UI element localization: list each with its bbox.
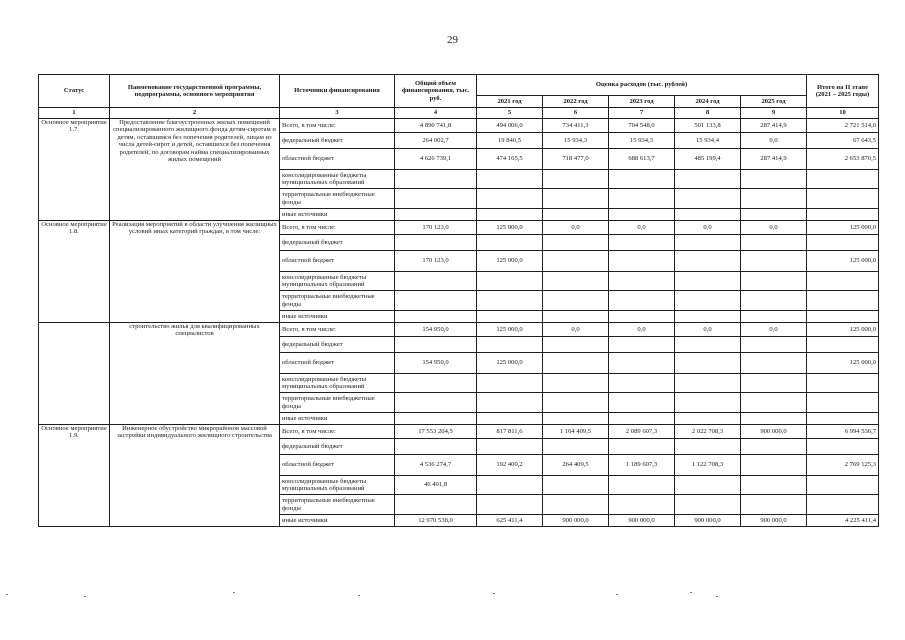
year-value-cell (741, 189, 807, 209)
year-value-cell: 0,0 (741, 133, 807, 149)
column-number: 10 (807, 108, 879, 119)
year-value-cell (543, 251, 609, 272)
itog-value-cell (807, 170, 879, 189)
itog-value-cell (807, 272, 879, 291)
name-cell: Предоставление благоустроенных жилых помещений специализированного жилищного фонда детям-сиротам и детям, оставшимся без попечения родителей, лицам из числа детей-сирот и детей, оставшихся без попечения родителей, по договорам найма специализированных жилых помещений (110, 119, 280, 221)
total-value-cell (395, 209, 477, 221)
total-value-cell: 4 626 739,1 (395, 149, 477, 170)
year-value-cell (543, 476, 609, 495)
year-value-cell (477, 189, 543, 209)
year-value-cell (543, 170, 609, 189)
itog-value-cell (807, 209, 879, 221)
year-value-cell: 1 122 708,3 (675, 455, 741, 476)
total-value-cell: 17 553 204,5 (395, 425, 477, 439)
year-value-cell (609, 413, 675, 425)
year-value-cell (675, 170, 741, 189)
year-value-cell (741, 439, 807, 455)
year-value-cell (477, 311, 543, 323)
year-value-cell: 485 199,4 (675, 149, 741, 170)
year-value-cell (477, 495, 543, 515)
year-value-cell (675, 189, 741, 209)
year-value-cell (609, 393, 675, 413)
year-value-cell (477, 393, 543, 413)
column-number: 4 (395, 108, 477, 119)
year-value-cell (477, 337, 543, 353)
year-value-cell (477, 291, 543, 311)
itog-value-cell (807, 374, 879, 393)
column-number: 3 (280, 108, 395, 119)
year-value-cell (741, 209, 807, 221)
total-value-cell: 264 002,7 (395, 133, 477, 149)
year-value-cell (675, 251, 741, 272)
year-value-cell (675, 209, 741, 221)
total-value-cell: 154 950,0 (395, 323, 477, 337)
year-value-cell (609, 439, 675, 455)
source-cell: областной бюджет (280, 455, 395, 476)
source-cell: территориальные внебюджетные фонды (280, 291, 395, 311)
name-cell: Инженерное обустройство микрорайонов массовой застройки индивидуального жилищного строительства (110, 425, 280, 527)
year-value-cell (741, 413, 807, 425)
itog-value-cell: 6 994 536,7 (807, 425, 879, 439)
year-value-cell (675, 439, 741, 455)
year-value-cell: 900 000,0 (675, 515, 741, 527)
year-value-cell: 0,0 (675, 323, 741, 337)
source-cell: Всего, в том числе: (280, 221, 395, 235)
year-value-cell: 0,0 (543, 323, 609, 337)
itog-value-cell (807, 291, 879, 311)
year-value-cell (543, 495, 609, 515)
year-value-cell (543, 209, 609, 221)
year-value-cell (741, 495, 807, 515)
year-value-cell (609, 374, 675, 393)
year-value-cell (741, 353, 807, 374)
page-number: 29 (447, 34, 458, 46)
year-value-cell (477, 170, 543, 189)
year-value-cell: 1 164 409,5 (543, 425, 609, 439)
header-itog: Итого на II этапе (2021 – 2025 годы) (807, 75, 879, 108)
header-year: 2022 год (543, 96, 609, 108)
name-cell: строительство жилья для квалифицированных специалистов (110, 323, 280, 425)
year-value-cell (609, 170, 675, 189)
header-year: 2023 год (609, 96, 675, 108)
column-number: 5 (477, 108, 543, 119)
itog-value-cell: 67 643,5 (807, 133, 879, 149)
year-value-cell (609, 311, 675, 323)
total-value-cell (395, 170, 477, 189)
column-number: 2 (110, 108, 280, 119)
itog-value-cell: 125 000,0 (807, 353, 879, 374)
year-value-cell (477, 209, 543, 221)
year-value-cell: 900 000,0 (741, 425, 807, 439)
year-value-cell: 125 000,0 (477, 251, 543, 272)
itog-value-cell (807, 495, 879, 515)
itog-value-cell (807, 311, 879, 323)
year-value-cell (609, 251, 675, 272)
total-value-cell (395, 272, 477, 291)
year-value-cell: 718 477,0 (543, 149, 609, 170)
column-number: 9 (741, 108, 807, 119)
total-value-cell: 4 536 274,7 (395, 455, 477, 476)
total-value-cell (395, 291, 477, 311)
source-cell: территориальные внебюджетные фонды (280, 189, 395, 209)
year-value-cell: 0,0 (609, 221, 675, 235)
year-value-cell: 0,0 (543, 221, 609, 235)
year-value-cell (741, 476, 807, 495)
source-cell: федеральный бюджет (280, 133, 395, 149)
year-value-cell (741, 374, 807, 393)
year-value-cell (741, 170, 807, 189)
total-value-cell (395, 393, 477, 413)
year-value-cell: 734 411,3 (543, 119, 609, 133)
year-value-cell (741, 393, 807, 413)
column-number: 6 (543, 108, 609, 119)
year-value-cell: 2 089 607,3 (609, 425, 675, 439)
itog-value-cell (807, 413, 879, 425)
source-cell: иные источники (280, 515, 395, 527)
year-value-cell: 817 811,6 (477, 425, 543, 439)
column-number: 7 (609, 108, 675, 119)
itog-value-cell: 125 000,0 (807, 251, 879, 272)
source-cell: территориальные внебюджетные фонды (280, 495, 395, 515)
header-estimate: Оценка расходов (тыс. рублей) (477, 75, 807, 96)
year-value-cell: 704 548,0 (609, 119, 675, 133)
table-row (39, 425, 879, 439)
total-value-cell: 46 491,8 (395, 476, 477, 495)
table-row (39, 221, 879, 235)
year-value-cell (675, 476, 741, 495)
total-value-cell (395, 374, 477, 393)
year-value-cell: 900 000,0 (741, 515, 807, 527)
year-value-cell: 900 000,0 (543, 515, 609, 527)
table-row (39, 119, 879, 133)
header-sources: Источники финансирования (280, 75, 395, 108)
source-cell: Всего, в том числе: (280, 119, 395, 133)
year-value-cell: 688 613,7 (609, 149, 675, 170)
year-value-cell: 15 934,3 (609, 133, 675, 149)
itog-value-cell (807, 476, 879, 495)
status-cell: Основное мероприятие 1.7. (39, 119, 110, 221)
status-cell (39, 323, 110, 425)
year-value-cell (543, 353, 609, 374)
source-cell: областной бюджет (280, 251, 395, 272)
total-value-cell: 170 123,0 (395, 251, 477, 272)
total-value-cell (395, 189, 477, 209)
total-value-cell: 154 950,0 (395, 353, 477, 374)
budget-table (38, 74, 879, 527)
year-value-cell (477, 235, 543, 251)
source-cell: консолидированные бюджеты муниципальных образований (280, 374, 395, 393)
year-value-cell (741, 251, 807, 272)
year-value-cell (477, 439, 543, 455)
year-value-cell: 494 006,0 (477, 119, 543, 133)
year-value-cell (675, 374, 741, 393)
year-value-cell: 125 000,0 (477, 323, 543, 337)
year-value-cell (741, 272, 807, 291)
header-year: 2021 год (477, 96, 543, 108)
year-value-cell: 0,0 (741, 323, 807, 337)
year-value-cell (543, 189, 609, 209)
source-cell: консолидированные бюджеты муниципальных образований (280, 170, 395, 189)
year-value-cell (609, 495, 675, 515)
column-number: 1 (39, 108, 110, 119)
itog-value-cell: 2 769 125,3 (807, 455, 879, 476)
year-value-cell (741, 337, 807, 353)
total-value-cell (395, 495, 477, 515)
year-value-cell: 287 414,9 (741, 149, 807, 170)
total-value-cell (395, 311, 477, 323)
year-value-cell (543, 337, 609, 353)
year-value-cell (477, 272, 543, 291)
year-value-cell (543, 272, 609, 291)
year-value-cell: 501 133,8 (675, 119, 741, 133)
year-value-cell (741, 455, 807, 476)
table-body (39, 119, 879, 527)
year-value-cell (543, 413, 609, 425)
year-value-cell (609, 235, 675, 251)
year-value-cell (477, 476, 543, 495)
year-value-cell (675, 353, 741, 374)
year-value-cell (741, 311, 807, 323)
year-value-cell: 0,0 (741, 221, 807, 235)
source-cell: иные источники (280, 209, 395, 221)
source-cell: иные источники (280, 413, 395, 425)
year-value-cell (543, 374, 609, 393)
year-value-cell (609, 209, 675, 221)
source-cell: федеральный бюджет (280, 439, 395, 455)
year-value-cell: 625 411,4 (477, 515, 543, 527)
year-value-cell (477, 413, 543, 425)
year-value-cell (609, 189, 675, 209)
source-cell: областной бюджет (280, 353, 395, 374)
itog-value-cell (807, 393, 879, 413)
header-status: Статус (39, 75, 110, 108)
source-cell: Всего, в том числе: (280, 323, 395, 337)
year-value-cell: 125 000,0 (477, 353, 543, 374)
total-value-cell (395, 235, 477, 251)
year-value-cell (675, 311, 741, 323)
name-cell: Реализация мероприятий в области улучшения жилищных условий иных категорий граждан, в том числе: (110, 221, 280, 323)
year-value-cell (609, 337, 675, 353)
year-value-cell: 287 414,9 (741, 119, 807, 133)
total-value-cell (395, 439, 477, 455)
source-cell: областной бюджет (280, 149, 395, 170)
year-value-cell: 192 400,2 (477, 455, 543, 476)
total-value-cell (395, 413, 477, 425)
itog-value-cell: 125 000,0 (807, 221, 879, 235)
year-value-cell (609, 272, 675, 291)
year-value-cell (675, 291, 741, 311)
year-value-cell: 264 409,5 (543, 455, 609, 476)
header-year: 2025 год (741, 96, 807, 108)
year-value-cell: 2 022 708,3 (675, 425, 741, 439)
total-value-cell (395, 337, 477, 353)
year-value-cell (543, 439, 609, 455)
status-cell: Основное мероприятие 1.9. (39, 425, 110, 527)
itog-value-cell: 2 653 870,5 (807, 149, 879, 170)
total-value-cell: 12 970 538,0 (395, 515, 477, 527)
column-numbers-row (39, 108, 879, 119)
year-value-cell (675, 495, 741, 515)
column-number: 8 (675, 108, 741, 119)
year-value-cell (675, 393, 741, 413)
itog-value-cell (807, 189, 879, 209)
source-cell: федеральный бюджет (280, 235, 395, 251)
year-value-cell: 0,0 (609, 323, 675, 337)
year-value-cell (609, 476, 675, 495)
year-value-cell: 15 934,3 (543, 133, 609, 149)
header-total: Общий объем финансирования, тыс. руб. (395, 75, 477, 108)
source-cell: консолидированные бюджеты муниципальных образований (280, 476, 395, 495)
itog-value-cell (807, 337, 879, 353)
year-value-cell (543, 235, 609, 251)
year-value-cell: 15 934,4 (675, 133, 741, 149)
year-value-cell: 0,0 (675, 221, 741, 235)
source-cell: федеральный бюджет (280, 337, 395, 353)
source-cell: иные источники (280, 311, 395, 323)
year-value-cell: 474 165,5 (477, 149, 543, 170)
year-value-cell (543, 393, 609, 413)
table-row (39, 323, 879, 337)
source-cell: территориальные внебюджетные фонды (280, 393, 395, 413)
total-value-cell: 4 890 741,8 (395, 119, 477, 133)
year-value-cell (609, 353, 675, 374)
year-value-cell (675, 337, 741, 353)
year-value-cell (741, 291, 807, 311)
year-value-cell (543, 291, 609, 311)
year-value-cell (741, 235, 807, 251)
status-cell: Основное мероприятие 1.8. (39, 221, 110, 323)
year-value-cell: 19 840,5 (477, 133, 543, 149)
itog-value-cell: 2 721 514,0 (807, 119, 879, 133)
itog-value-cell (807, 439, 879, 455)
year-value-cell (543, 311, 609, 323)
year-value-cell (675, 235, 741, 251)
itog-value-cell: 125 000,0 (807, 323, 879, 337)
year-value-cell: 125 000,0 (477, 221, 543, 235)
header-year: 2024 год (675, 96, 741, 108)
source-cell: Всего, в том числе: (280, 425, 395, 439)
header-name: Наименование государственной программы, подпрограммы, основного мероприятия (110, 75, 280, 108)
itog-value-cell: 4 225 411,4 (807, 515, 879, 527)
year-value-cell: 900 000,0 (609, 515, 675, 527)
year-value-cell (609, 291, 675, 311)
total-value-cell: 170 123,0 (395, 221, 477, 235)
year-value-cell (675, 413, 741, 425)
itog-value-cell (807, 235, 879, 251)
year-value-cell (477, 374, 543, 393)
year-value-cell: 1 189 607,3 (609, 455, 675, 476)
year-value-cell (675, 272, 741, 291)
scan-artifacts (0, 592, 905, 612)
source-cell: консолидированные бюджеты муниципальных образований (280, 272, 395, 291)
